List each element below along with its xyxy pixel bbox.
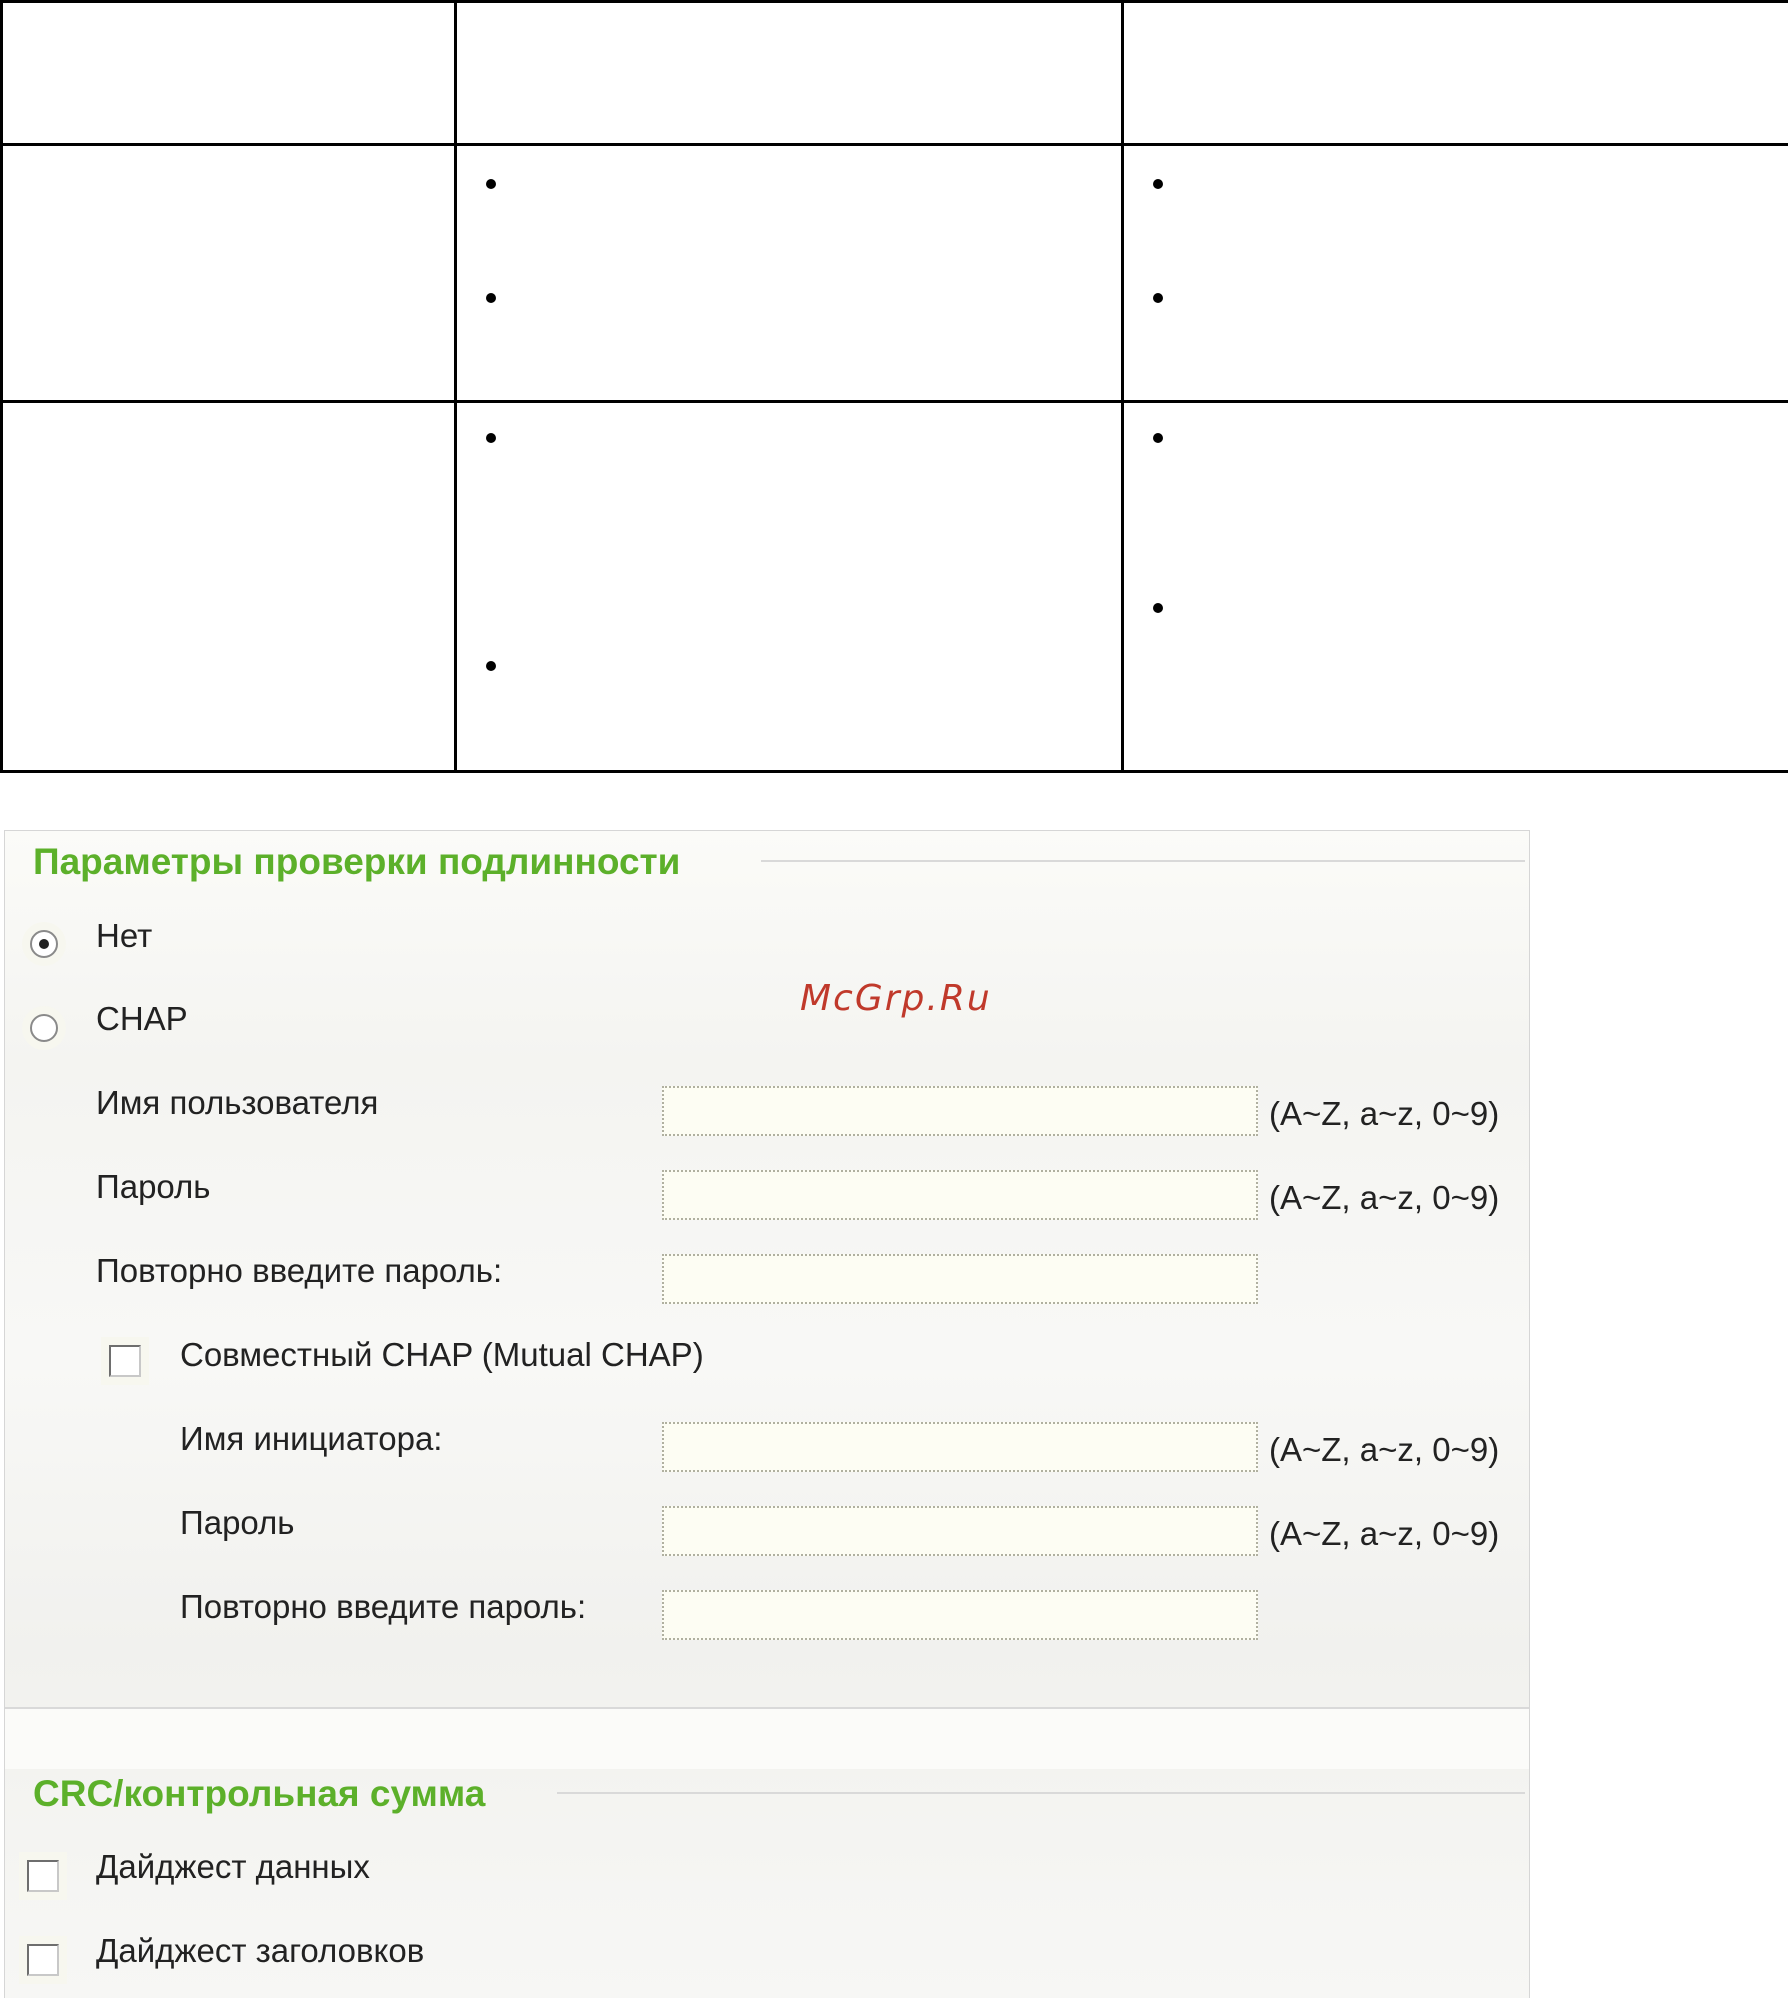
auth-section-title: Параметры проверки подлинности bbox=[33, 841, 680, 883]
confirm-password-label: Повторно введите пароль: bbox=[96, 1252, 502, 1290]
confirm-password-input[interactable] bbox=[662, 1254, 1258, 1304]
table-cell bbox=[456, 145, 1123, 402]
bullet-point bbox=[486, 661, 496, 671]
section-divider bbox=[761, 860, 1525, 862]
crc-section-title: CRC/контрольная сумма bbox=[33, 1773, 485, 1815]
auth-none-radio[interactable] bbox=[30, 930, 58, 958]
initiator-name-label: Имя инициатора: bbox=[180, 1420, 442, 1458]
data-digest-label: Дайджест данных bbox=[96, 1848, 370, 1886]
data-digest-checkbox[interactable] bbox=[27, 1860, 59, 1892]
initiator-name-hint: (A~Z, a~z, 0~9) bbox=[1269, 1431, 1499, 1469]
auth-none-label: Нет bbox=[96, 917, 152, 955]
mutual-chap-checkbox[interactable] bbox=[109, 1345, 141, 1377]
bullet-point bbox=[1153, 179, 1163, 189]
settings-panel bbox=[4, 830, 1530, 1998]
table-cell bbox=[2, 145, 456, 402]
username-label: Имя пользователя bbox=[96, 1084, 378, 1122]
table-row bbox=[2, 2, 1788, 145]
table-cell bbox=[456, 2, 1123, 145]
auth-chap-radio[interactable] bbox=[30, 1014, 58, 1042]
bullet-point bbox=[486, 433, 496, 443]
empty-table bbox=[0, 0, 1788, 773]
mutual-password-input[interactable] bbox=[662, 1506, 1258, 1556]
table-cell bbox=[1123, 402, 1788, 772]
section-divider bbox=[557, 1792, 1525, 1794]
table-cell bbox=[1123, 2, 1788, 145]
password-label: Пароль bbox=[96, 1168, 211, 1206]
password-hint: (A~Z, a~z, 0~9) bbox=[1269, 1179, 1499, 1217]
username-input[interactable] bbox=[662, 1086, 1258, 1136]
table-row bbox=[2, 402, 1788, 772]
table-cell bbox=[1123, 145, 1788, 402]
table-cell bbox=[2, 2, 456, 145]
bullet-point bbox=[1153, 293, 1163, 303]
mutual-confirm-password-label: Повторно введите пароль: bbox=[180, 1588, 586, 1626]
mutual-password-hint: (A~Z, a~z, 0~9) bbox=[1269, 1515, 1499, 1553]
mutual-confirm-password-input[interactable] bbox=[662, 1590, 1258, 1640]
table-row bbox=[2, 145, 1788, 402]
initiator-name-input[interactable] bbox=[662, 1422, 1258, 1472]
mutual-chap-label: Совместный CHAP (Mutual CHAP) bbox=[180, 1336, 704, 1374]
header-digest-checkbox[interactable] bbox=[27, 1944, 59, 1976]
bullet-point bbox=[1153, 433, 1163, 443]
bullet-point bbox=[486, 293, 496, 303]
mutual-password-label: Пароль bbox=[180, 1504, 295, 1542]
table-cell bbox=[2, 402, 456, 772]
auth-chap-label: CHAP bbox=[96, 1000, 188, 1038]
username-hint: (A~Z, a~z, 0~9) bbox=[1269, 1095, 1499, 1133]
header-digest-label: Дайджест заголовков bbox=[96, 1932, 424, 1970]
bullet-point bbox=[1153, 603, 1163, 613]
watermark-text: McGrp.Ru bbox=[800, 978, 992, 1019]
section-band bbox=[5, 1709, 1529, 1769]
password-input[interactable] bbox=[662, 1170, 1258, 1220]
table-cell bbox=[456, 402, 1123, 772]
bullet-point bbox=[486, 179, 496, 189]
